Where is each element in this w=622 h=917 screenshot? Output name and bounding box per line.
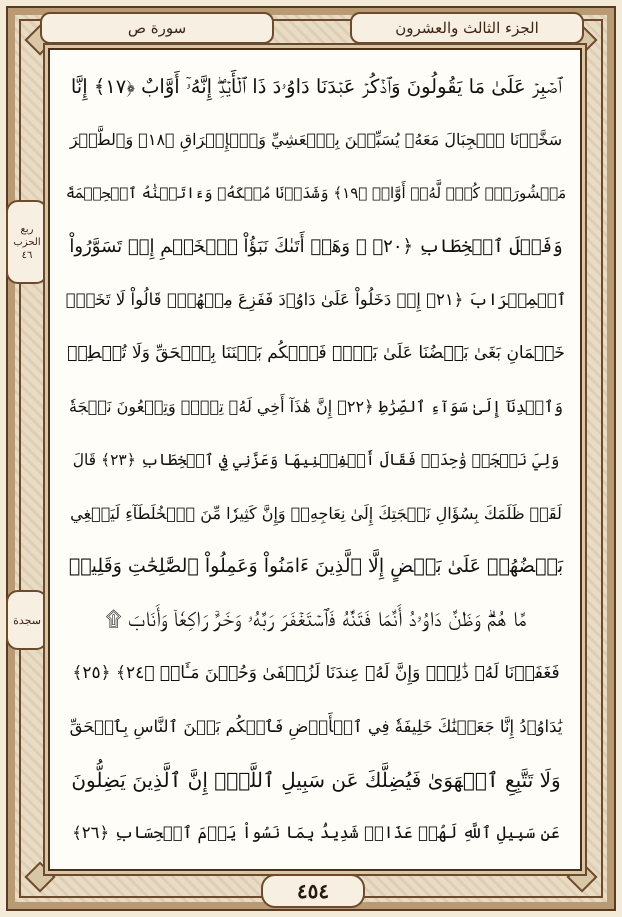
text-line: ٱصۡبِرۡ عَلَىٰ مَا يَقُولُونَ وَٱذۡكُرۡ عَبۡدَنَا دَاوُۥدَ ذَا ٱلۡأَيۡدِۖ إِنَّهُۥٓ أَوَّابٌ ﴿١٧﴾ إِنَّا <box>70 75 562 99</box>
page-number-box <box>261 874 365 908</box>
text-line: وَلِيَ نَعۡجَةٞ وَٰحِدَةٞ فَقَالَ أَكۡفِلۡنِيهَا وَعَزَّنِي فِي ٱلۡخِطَابِ ﴿٢٣﴾ قَالَ <box>72 450 560 469</box>
juz-title-box <box>350 12 584 44</box>
text-line: ٱلۡمِحۡرَابَ ﴿٢١﴾ إِذۡ دَخَلُواْ عَلَىٰ دَاوُۥدَ فَفَزِعَ مِنۡهُمۡۖ قَالُواْ لَا تَخَفۡۖ <box>66 290 566 310</box>
surah-title: سورة ص <box>127 19 187 37</box>
text-line: خَصۡمَانِ بَغَىٰ بَعۡضُنَا عَلَىٰ بَعۡضٖ فَٱحۡكُم بَيۡنَنَا بِٱلۡحَقِّ وَلَا تُشۡطِطۡ <box>67 343 565 364</box>
hizb-marker <box>6 200 48 284</box>
text-line: يَٰدَاوُۥدُ إِنَّا جَعَلۡنَٰكَ خَلِيفَةٗ فِي ٱلۡأَرۡضِ فَٱحۡكُم بَيۡنَ ٱلنَّاسِ بِٱلۡحَقِّ <box>69 716 563 736</box>
text-line: وَٱهۡدِنَآ إِلَىٰ سَوَآءِ ٱلصِّرَٰطِ ﴿٢٢﴾ إِنَّ هَٰذَآ أَخِي لَهُۥ تِسۡعٞ وَتِسۡعُونَ نَعۡجَةٗ <box>68 396 564 416</box>
hizb-label: ربع الحزب ٤٦ <box>13 223 41 261</box>
page-number: ٤٥٤ <box>296 879 330 903</box>
juz-title: الجزء الثالث والعشرون <box>395 19 539 37</box>
text-line: مَحۡشُورَةٗۖ كُلّٞ لَّهُۥٓ أَوَّابٞ ﴿١٩﴾ وَشَدَدۡنَا مُلۡكَهُۥ وَءَاتَيۡنَٰهُ ٱلۡحِكۡمَةَ <box>66 184 566 203</box>
text-line: فَغَفَرۡنَا لَهُۥ ذَٰلِكَۖ وَإِنَّ لَهُۥ عِندَنَا لَزُلۡفَىٰ وَحُسۡنَ مَـَٔابٖ ﴿٢٤﴾ ﴿٢٥﴾ <box>72 663 560 684</box>
text-line: وَفَصۡلَ ٱلۡخِطَابِ ﴿٢٠﴾ ۞ وَهَلۡ أَتَىٰكَ نَبَؤُاْ ٱلۡخَصۡمِ إِذۡ تَسَوَّرُواْ <box>69 236 563 258</box>
text-line: مَّا هُمۡۗ وَظَنَّ دَاوُۥدُ أَنَّمَا فَتَنَّٰهُ فَٱسۡتَغۡفَرَ رَبَّهُۥ وَخَرَّۤ رَاكِعٗاۤ وَأَنَابَ ۩ <box>105 607 527 632</box>
text-line: عَن سَبِيلِ ٱللَّهِ لَهُمۡ عَذَابٞ شَدِيدُۢ بِمَا نَسُواْ يَوۡمَ ٱلۡحِسَابِ ﴿٢٦﴾ <box>72 823 560 843</box>
quran-text-lines <box>66 60 566 860</box>
text-line: سَخَّرۡنَا ٱلۡجِبَالَ مَعَهُۥ يُسَبِّحۡنَ بِٱلۡعَشِيِّ وَٱلۡإِشۡرَاقِ ﴿١٨﴾ وَٱلطَّيۡرَ <box>69 130 563 150</box>
sajda-marker <box>6 590 48 650</box>
text-line: لَقَدۡ ظَلَمَكَ بِسُؤَالِ نَعۡجَتِكَ إِلَىٰ نِعَاجِهِۦۖ وَإِنَّ كَثِيرٗا مِّنَ ٱلۡخُلَطَآءِ لَيَبۡغِي <box>70 503 562 523</box>
surah-title-box <box>40 12 274 44</box>
sajda-label: سجدة <box>13 613 41 627</box>
text-line: بَعۡضُهُمۡ عَلَىٰ بَعۡضٍ إِلَّا ٱلَّذِينَ ءَامَنُواْ وَعَمِلُواْ ٱلصَّٰلِحَٰتِ وَقَلِيلٞ <box>68 555 564 578</box>
text-line: وَلَا تَتَّبِعِ ٱلۡهَوَىٰ فَيُضِلَّكَ عَن سَبِيلِ ٱللَّهِۚ إِنَّ ٱلَّذِينَ يَضِلُّونَ <box>71 767 561 792</box>
